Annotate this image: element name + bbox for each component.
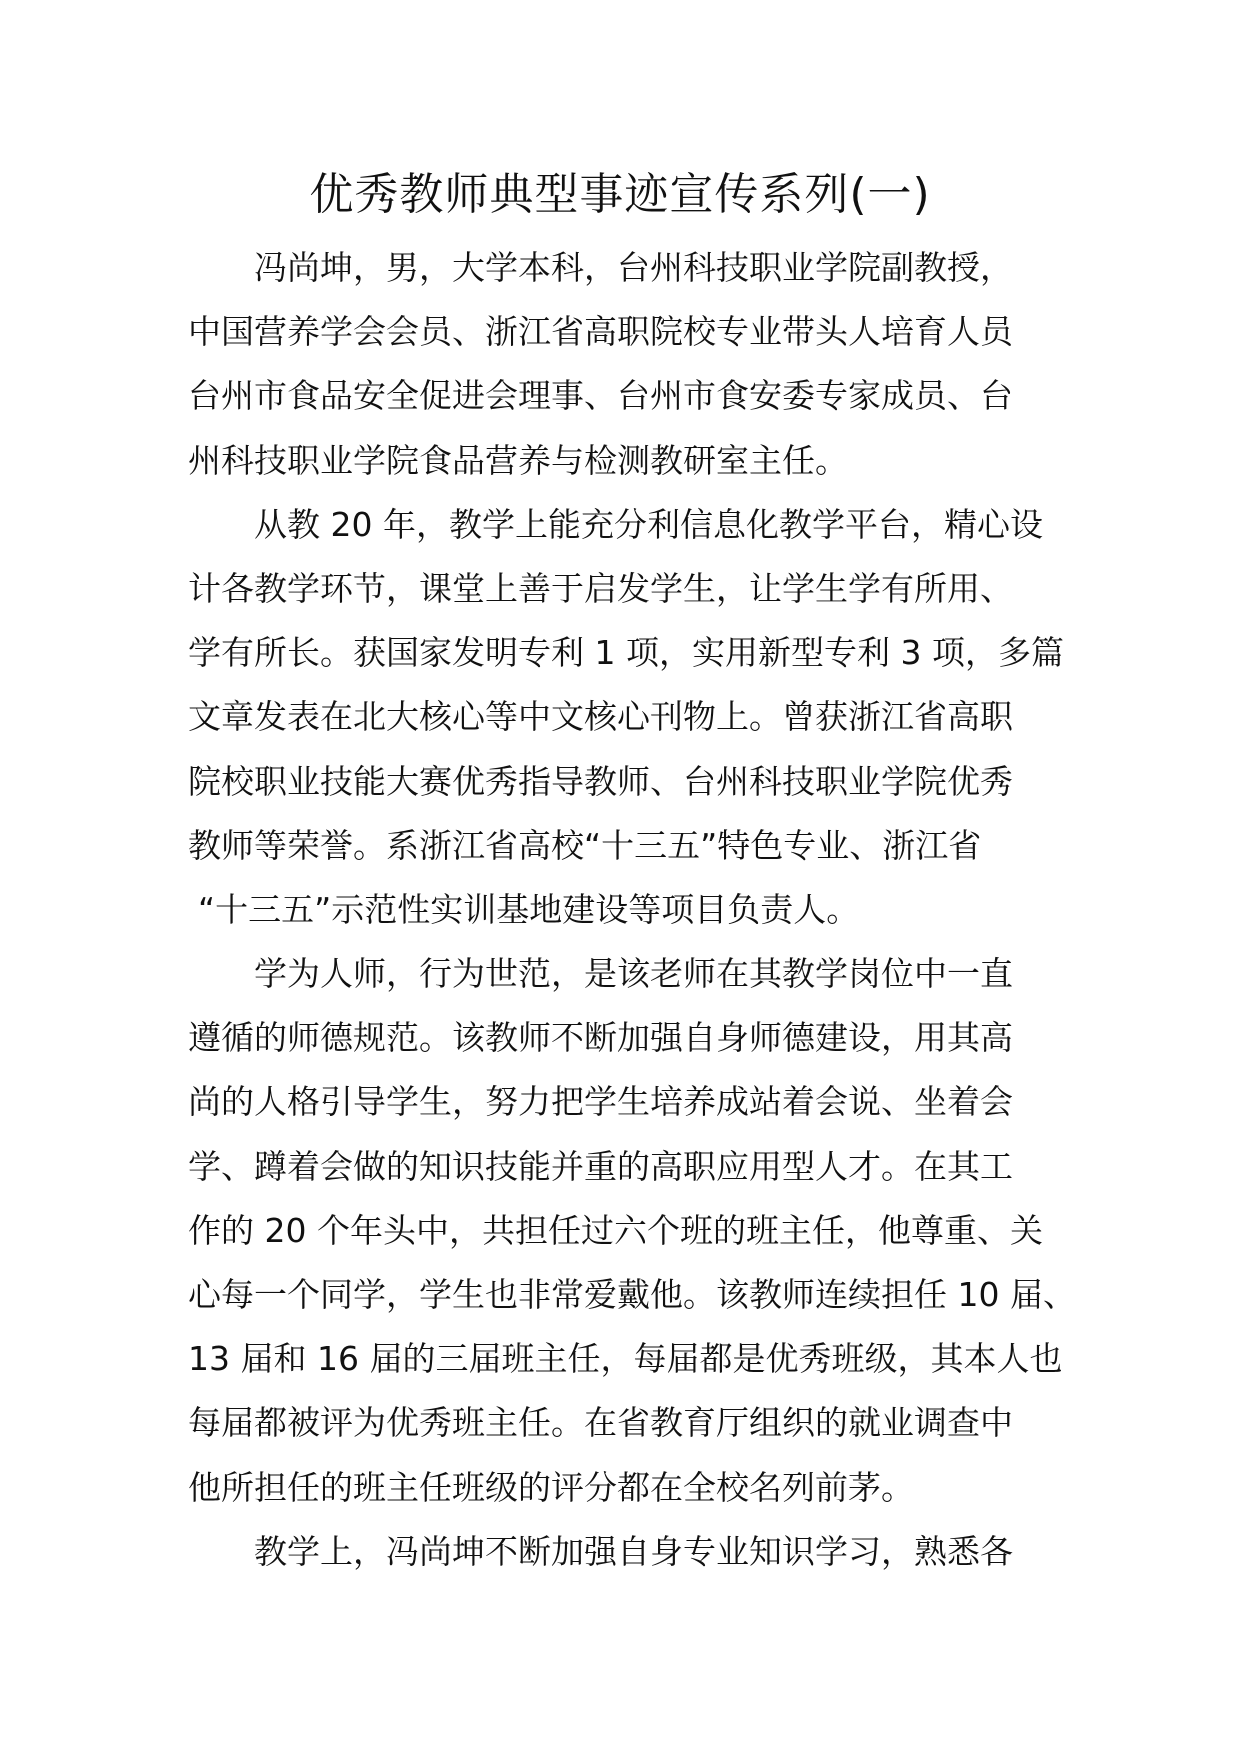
text-line: 13 届和 16 届的三届班主任，每届都是优秀班级，其本人也	[188, 1339, 1063, 1379]
text-line: 文章发表在北大核心等中文核心刊物上。曾获浙江省高职	[188, 697, 1013, 737]
text-line: 心每一个同学，学生也非常爱戴他。该教师连续担任 10 届、	[188, 1275, 1076, 1314]
text-line: 院校职业技能大赛优秀指导教师、台州科技职业学院优秀	[188, 761, 1013, 801]
text-line: 从教 20 年，教学上能充分利信息化教学平台，精心设	[254, 504, 1043, 544]
text-line: 遵循的师德规范。该教师不断加强自身师德建设，用其高	[188, 1018, 1013, 1058]
text-line: “十三五”示范性实训基地建设等项目负责人。	[198, 889, 860, 929]
text-line: 教师等荣誉。系浙江省高校“十三五”特色专业、浙江省	[188, 825, 982, 865]
document-title: 优秀教师典型事迹宣传系列(一)	[309, 169, 931, 220]
text-line: 学、蹲着会做的知识技能并重的高职应用型人才。在其工	[188, 1146, 1013, 1186]
text-line: 学为人师，行为世范，是该老师在其教学岗位中一直	[254, 954, 1013, 994]
text-line: 教学上，冯尚坤不断加强自身专业知识学习，熟悉各	[254, 1531, 1013, 1571]
text-line: 学有所长。获国家发明专利 1 项，实用新型专利 3 项，多篇	[188, 633, 1064, 673]
text-line: 州科技职业学院食品营养与检测教研室主任。	[188, 440, 848, 480]
text-line: 计各教学环节，课堂上善于启发学生，让学生学有所用、	[188, 568, 1013, 608]
text-line: 每届都被评为优秀班主任。在省教育厅组织的就业调查中	[188, 1403, 1013, 1443]
text-line: 他所担任的班主任班级的评分都在全校名列前茅。	[188, 1467, 914, 1507]
text-line: 中国营养学会会员、浙江省高职院校专业带头人培育人员	[188, 312, 1013, 352]
text-line: 尚的人格引导学生，努力把学生培养成站着会说、坐着会	[188, 1082, 1013, 1122]
text-line: 台州市食品安全促进会理事、台州市食安委专家成员、台	[188, 376, 1013, 416]
text-line: 作的 20 个年头中，共担任过六个班的班主任，他尊重、关	[188, 1210, 1043, 1250]
document-body	[188, 236, 1076, 1584]
text-line: 冯尚坤，男，大学本科，台州科技职业学院副教授，	[254, 248, 1013, 287]
